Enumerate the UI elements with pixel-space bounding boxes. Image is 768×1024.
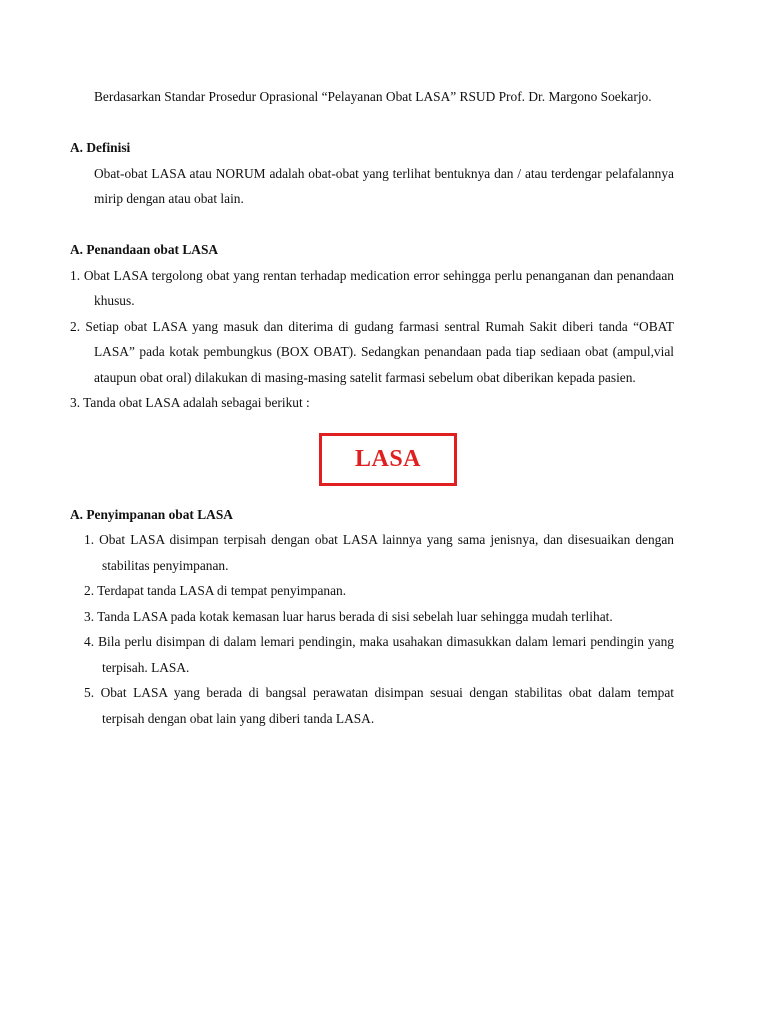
list-item: 2. Terdapat tanda LASA di tempat penyimpanan.: [84, 583, 347, 598]
section-penandaan: [70, 237, 674, 502]
list-item: 3. Tanda LASA pada kotak kemasan luar harus berada di sisi sebelah luar sehingga mudah terlihat.: [84, 608, 613, 624]
penyimpanan-heading: A. Penyimpanan obat LASA: [70, 506, 233, 522]
list-item: 1. Obat LASA disimpan terpisah dengan obat LASA lainnya yang sama jenisnya, dan disesuaikan dengan stabilitas penyimpanan.: [84, 532, 674, 573]
list-item: 5. Obat LASA yang berada di bangsal perawatan disimpan sesuai dengan stabilitas obat dalam tempat terpisah dengan obat lain yang diberi tanda LASA.: [84, 685, 674, 726]
list-item: 2. Setiap obat LASA yang masuk dan diterima di gudang farmasi sentral Rumah Sakit diberi tanda “OBAT LASA” pada kotak pembungkus (BOX OBAT). Sedangkan penandaan pada tiap sediaan obat (ampul,vial ataupun obat oral) dilakukan di masing-masing satelit farmasi sebelum obat diberikan kepada pasien.: [70, 318, 674, 385]
penandaan-list: [70, 263, 674, 416]
lasa-label-area: [70, 416, 674, 502]
list-item: 4. Bila perlu disimpan di dalam lemari pendingin, maka usahakan dimasukkan dalam lemari pendingin yang terpisah. LASA.: [84, 634, 674, 675]
lasa-label-box: LASA: [319, 433, 457, 486]
definisi-heading: A. Definisi: [70, 140, 131, 155]
penandaan-heading: A. Penandaan obat LASA: [70, 242, 219, 257]
section-definisi: [70, 135, 674, 212]
spacer: [70, 110, 674, 136]
intro-paragraph: Berdasarkan Standar Prosedur Oprasional “Pelayanan Obat LASA” RSUD Prof. Dr. Margono Soekarjo.: [94, 89, 652, 104]
spacer: [70, 212, 674, 238]
section-penyimpanan: [70, 502, 674, 732]
document-page: [70, 84, 674, 731]
penyimpanan-list: [70, 527, 674, 731]
list-item: 1. Obat LASA tergolong obat yang rentan terhadap medication error sehingga perlu penanganan dan penandaan khusus.: [70, 267, 674, 308]
definisi-body: Obat-obat LASA atau NORUM adalah obat-obat yang terlihat bentuknya dan / atau terdengar pelafalannya mirip dengan atau obat lain.: [94, 165, 674, 206]
list-item: 3. Tanda obat LASA adalah sebagai berikut :: [70, 395, 310, 410]
